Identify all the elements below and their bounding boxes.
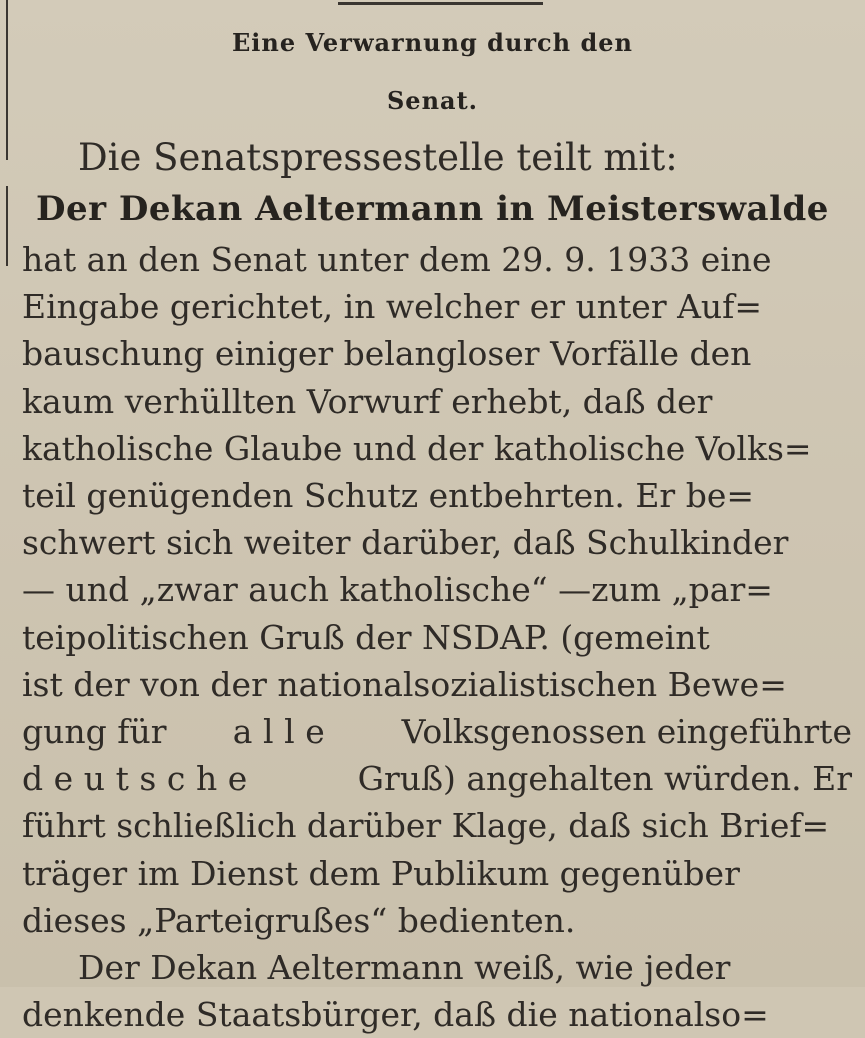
body-line: [22, 755, 852, 802]
subheading: Der Dekan Aeltermann in Meisterswalde: [36, 189, 829, 229]
body-line: [22, 425, 852, 472]
body-text: — und „zwar auch katholische“ —zum „par=: [22, 570, 773, 610]
body-text: teil genügenden Schutz entbehrten. Er be=: [22, 476, 754, 516]
body-text: Volksgenossen eingeführte: [401, 712, 852, 752]
body-text: Eingabe gerichtet, in welcher er unter Auf=: [22, 287, 763, 327]
column-rule-lower: [6, 186, 8, 266]
headline-line-2: Senat.: [386, 86, 479, 115]
body-text: ist der von der nationalsozialistischen Bewe=: [22, 664, 787, 704]
body-line: [22, 614, 852, 661]
body-text: träger im Dienst dem Publikum gegenüber: [22, 853, 740, 893]
body-text: hat an den Senat unter dem 29. 9. 1933 eine: [22, 240, 772, 279]
emphasized-text: deutsche: [22, 759, 258, 799]
body-line: [22, 236, 852, 283]
body-line: [22, 802, 852, 849]
body-line: [22, 472, 852, 519]
body-text: katholische Glaube und der katholische Volks=: [22, 428, 812, 468]
body-line: [22, 566, 852, 613]
body-text: dieses „Parteigrußes“ bedienten.: [22, 900, 576, 940]
body-text: bauschung einiger belangloser Vorfälle den: [22, 334, 752, 374]
article-headline: [0, 14, 865, 130]
body-line: [22, 850, 852, 897]
body-text: denkende Staatsbürger, daß die nationalso=: [22, 995, 769, 1035]
body-line: [22, 283, 852, 330]
body-line: [22, 991, 852, 1038]
body-line: [22, 708, 852, 755]
body-line: [22, 661, 852, 708]
emphasized-text: alle: [232, 712, 336, 752]
separator-rule: [338, 2, 543, 5]
headline-line-1: Eine Verwarnung durch den: [232, 28, 633, 57]
body-text: schwert sich weiter darüber, daß Schulkinder: [22, 523, 789, 563]
body-text: führt schließlich darüber Klage, daß sich Brief=: [22, 806, 830, 846]
body-text: kaum verhüllten Vorwurf erhebt, daß der: [22, 381, 713, 421]
body-line: [22, 944, 852, 991]
body-text: gung für: [22, 712, 167, 752]
body-line: [22, 897, 852, 944]
article-body: [22, 236, 852, 1038]
body-line: [22, 378, 852, 425]
body-text: Gruß) angehalten würden. Er: [357, 759, 852, 799]
body-text: teipolitischen Gruß der NSDAP. (gemeint: [22, 617, 710, 657]
body-text: Der Dekan Aeltermann weiß, wie jeder: [78, 948, 731, 988]
body-line: [22, 330, 852, 377]
intro-line: Die Senatspressestelle teilt mit:: [78, 136, 678, 179]
body-line: [22, 519, 852, 566]
